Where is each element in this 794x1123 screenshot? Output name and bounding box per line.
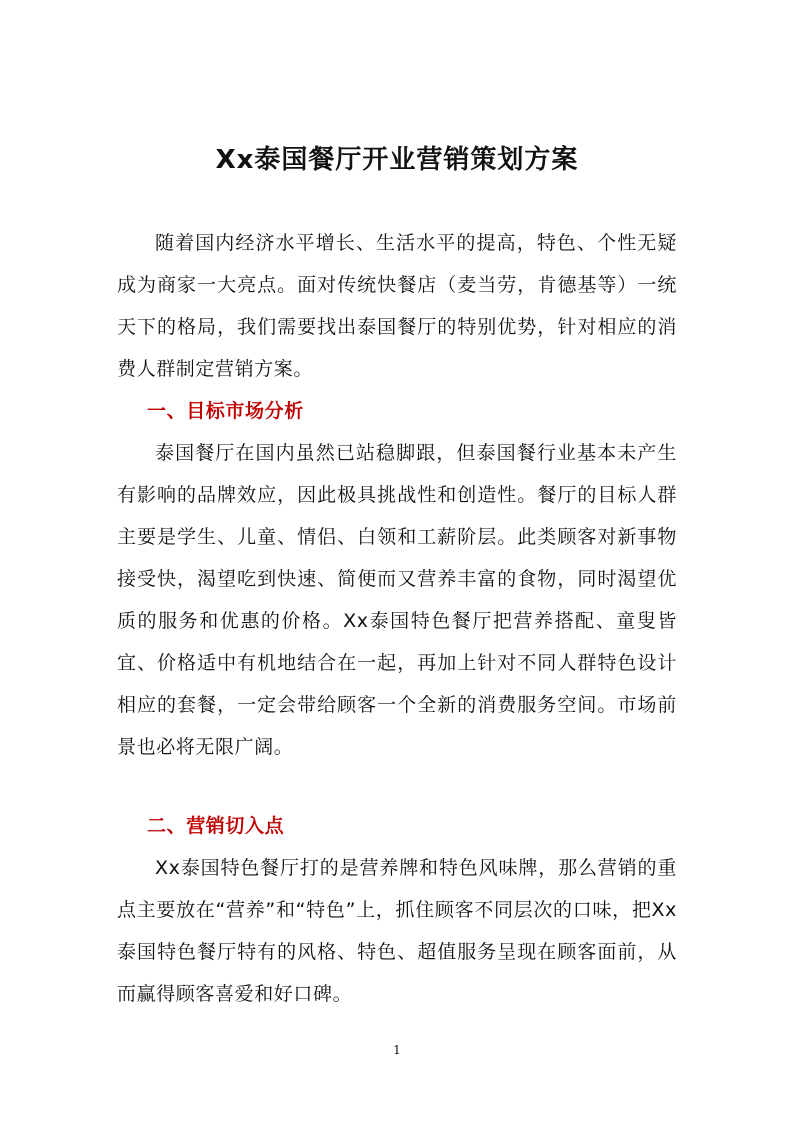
section-heading-marketing-entry: 二、营销切入点 — [147, 815, 285, 837]
section-body-marketing-entry: Xx泰国特色餐厅打的是营养牌和特色风味牌，那么营销的重点主要放在“营养”和“特色”上，抓住顾客不同层次的口味，把Xx泰国特色餐厅特有的风格、特色、超值服务呈现在顾客面前，从而赢得顾客喜爱和好口碑。 — [117, 857, 677, 1005]
section-heading-target-market: 一、目标市场分析 — [147, 400, 304, 422]
section-body-target-market: 泰国餐厅在国内虽然已站稳脚跟，但泰国餐行业基本未产生有影响的品牌效应，因此极具挑战性和创造性。餐厅的目标人群主要是学生、儿童、情侣、白领和工薪阶层。此类顾客对新事物接受快，渴望吃到快速、简便而又营养丰富的食物，同时渴望优质的服务和优惠的价格。Xx泰国特色餐厅把营养搭配、童叟皆宜、价格适中有机地结合在一起，再加上针对不同人群特色设计相应的套餐，一定会带给顾客一个全新的消费服务空间。市场前景也必将无限广阔。 — [117, 442, 677, 758]
page-number: 1 — [393, 1043, 401, 1057]
document-title: Xx泰国餐厅开业营销策划方案 — [215, 145, 579, 175]
intro-paragraph: 随着国内经济水平增长、生活水平的提高，特色、个性无疑成为商家一大亮点。面对传统快餐店（麦当劳，肯德基等）一统天下的格局，我们需要找出泰国餐厅的特别优势，针对相应的消费人群制定营销方案。 — [117, 232, 677, 380]
